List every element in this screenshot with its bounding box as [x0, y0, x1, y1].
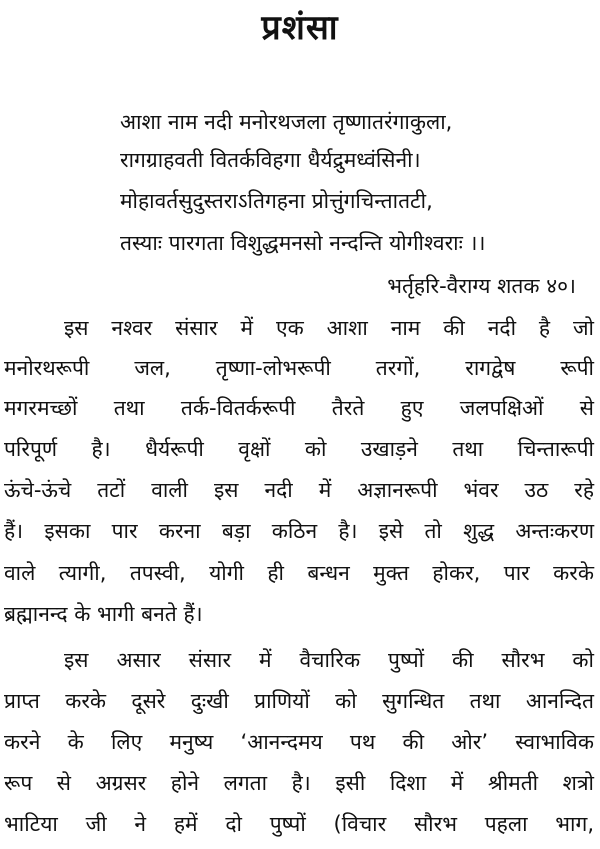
paragraph-2-line-2: प्राप्त करके दूसरे दुःखी प्राणियों को सुगन्धित तथा आनन्दित: [4, 689, 594, 713]
verse-line-2: रागग्राहवती वितर्कविहगा धैर्यद्रुमध्वंसिनी।: [120, 148, 421, 172]
verse-line-4: तस्याः पारगता विशुद्धमनसो नन्दन्ति योगीश्वराः ।।: [120, 231, 486, 255]
verse-line-3: मोहावर्तसुदुस्तराऽतिगहना प्रोत्तुंगचिन्तातटी,: [120, 189, 433, 213]
verse-line-1: आशा नाम नदी मनोरथजला तृष्णातरंगाकुला,: [120, 110, 453, 134]
paragraph-1-line-7: वाले त्यागी, तपस्वी, योगी ही बन्धन मुक्त होकर, पार करके: [4, 561, 594, 585]
paragraph-1-line-1: इस नश्वर संसार में एक आशा नाम की नदी है जो: [64, 316, 594, 340]
paragraph-2-line-1: इस असार संसार में वैचारिक पुष्पों की सौरभ को: [64, 648, 594, 672]
verse-citation: भर्तृहरि-वैराग्य शतक ४०।: [387, 274, 576, 298]
paragraph-2-line-4: रूप से अग्रसर होने लगता है। इसी दिशा में श्रीमती शत्रो: [4, 771, 594, 795]
paragraph-1-line-8: ब्रह्मानन्द के भागी बनते हैं।: [4, 602, 203, 626]
paragraph-1-line-6: हैं। इसका पार करना बड़ा कठिन है। इसे तो शुद्ध अन्तःकरण: [4, 519, 594, 543]
paragraph-1-line-4: परिपूर्ण है। धैर्यरूपी वृक्षों को उखाड़ने तथा चिन्तारूपी: [4, 437, 594, 461]
page-title: प्रशंसा: [261, 8, 339, 48]
paragraph-1-line-5: ऊंचे-ऊंचे तटों वाली इस नदी में अज्ञानरूपी भंवर उठ रहे: [4, 478, 594, 502]
paragraph-1-line-2: मनोरथरूपी जल, तृष्णा-लोभरूपी तरगों, रागद्वेष रूपी: [4, 356, 594, 380]
paragraph-2-line-5: भाटिया जी ने हमें दो पुष्पों (विचार सौरभ पहला भाग,: [4, 812, 594, 836]
paragraph-1-line-3: मगरमच्छों तथा तर्क-वितर्करूपी तैरते हुए जलपक्षिओं से: [4, 396, 594, 420]
paragraph-2-line-3: करने के लिए मनुष्य ‘आनन्दमय पथ की ओर’ स्वाभाविक: [4, 730, 594, 754]
